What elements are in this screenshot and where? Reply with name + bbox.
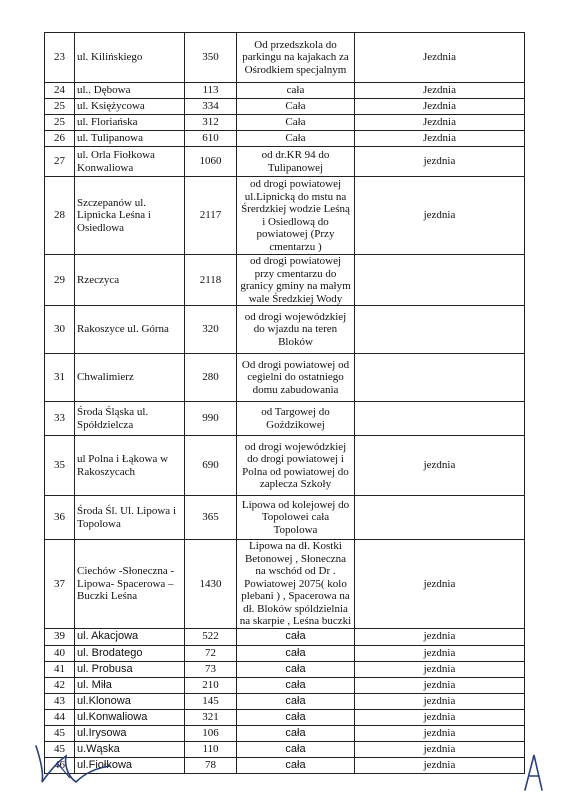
road-length: 2118 — [185, 255, 237, 306]
road-length: 610 — [185, 131, 237, 147]
table-row — [45, 83, 525, 99]
road-section: cała — [237, 757, 355, 773]
surface-type: jezdnia — [355, 741, 525, 757]
road-section: od drogi powiatowej przy cmentarzu do granicy gminy na małym wale Średzkiej Wody — [237, 255, 355, 306]
table-row — [45, 677, 525, 693]
surface-type: jezdnia — [355, 725, 525, 741]
table-row — [45, 496, 525, 540]
row-number: 33 — [45, 402, 75, 436]
row-number: 29 — [45, 255, 75, 306]
surface-type: jezdnia — [355, 177, 525, 255]
road-section: Od drogi powiatowej od cegielni do ostatniego domu zabudowania — [237, 354, 355, 402]
road-length: 1430 — [185, 540, 237, 629]
row-number: 43 — [45, 693, 75, 709]
road-name: Ciechów -Słoneczna -Lipowa- Spacerowa – Buczki Leśna — [75, 540, 185, 629]
row-number: 26 — [45, 131, 75, 147]
table-row — [45, 645, 525, 661]
road-section: cała — [237, 677, 355, 693]
table-row — [45, 540, 525, 629]
road-length: 365 — [185, 496, 237, 540]
road-length: 72 — [185, 645, 237, 661]
road-name: u.Wąska — [75, 741, 185, 757]
table-row — [45, 693, 525, 709]
road-section: cała — [237, 725, 355, 741]
surface-type: jezdnia — [355, 661, 525, 677]
road-length: 690 — [185, 436, 237, 496]
table-row — [45, 147, 525, 177]
table-row — [45, 131, 525, 147]
road-length: 1060 — [185, 147, 237, 177]
road-name: ul. Tulipanowa — [75, 131, 185, 147]
table-row — [45, 306, 525, 354]
surface-type: Jezdnia — [355, 131, 525, 147]
table-row — [45, 628, 525, 645]
road-length: 145 — [185, 693, 237, 709]
road-length: 113 — [185, 83, 237, 99]
road-length: 350 — [185, 33, 237, 83]
road-length: 312 — [185, 115, 237, 131]
surface-type: jezdnia — [355, 677, 525, 693]
road-length: 990 — [185, 402, 237, 436]
roads-table-body — [45, 33, 525, 774]
road-section: cała — [237, 628, 355, 645]
road-section: cała — [237, 693, 355, 709]
row-number: 24 — [45, 83, 75, 99]
road-length: 78 — [185, 757, 237, 773]
table-row — [45, 354, 525, 402]
road-section: Lipowa na dł. Kostki Betonowej , Słoneczna na wschód od Dr . Powiatowej 2075( kolo plebani ) , Spacerowa na dł. Bloków spóldzielnia na skarpie , Leśna buczki — [237, 540, 355, 629]
row-number: 42 — [45, 677, 75, 693]
road-section: cała — [237, 83, 355, 99]
road-section: cała — [237, 661, 355, 677]
road-section: Od przedszkola do parkingu na kajakach za Ośrodkiem specjalnym — [237, 33, 355, 83]
road-name: ul.Fiołkowa — [75, 757, 185, 773]
road-length: 321 — [185, 709, 237, 725]
surface-type: Jezdnia — [355, 33, 525, 83]
road-name: ul. Miła — [75, 677, 185, 693]
surface-type: jezdnia — [355, 693, 525, 709]
surface-type: jezdnia — [355, 147, 525, 177]
table-row — [45, 255, 525, 306]
road-section: Cała — [237, 115, 355, 131]
table-row — [45, 436, 525, 496]
road-length: 73 — [185, 661, 237, 677]
surface-type — [355, 255, 525, 306]
row-number: 35 — [45, 436, 75, 496]
table-row — [45, 33, 525, 83]
road-section: cała — [237, 709, 355, 725]
road-name: Środa Śląska ul. Spółdzielcza — [75, 402, 185, 436]
surface-type: jezdnia — [355, 540, 525, 629]
handwritten-initial — [522, 752, 546, 792]
road-section: Lipowa od kolejowej do Topolowei cała Topolowa — [237, 496, 355, 540]
road-name: ul.. Dębowa — [75, 83, 185, 99]
road-section: od drogi powiatowej ul.Lipnicką do mstu na Śrerdzkiej wodzie Leśną i Osiedlową do powiatowej (Przy cmentarzu ) — [237, 177, 355, 255]
surface-type: Jezdnia — [355, 83, 525, 99]
surface-type: Jezdnia — [355, 115, 525, 131]
row-number: 45 — [45, 741, 75, 757]
row-number: 36 — [45, 496, 75, 540]
table-row — [45, 115, 525, 131]
row-number: 25 — [45, 115, 75, 131]
road-length: 334 — [185, 99, 237, 115]
road-section: Cała — [237, 131, 355, 147]
road-name: ul. Akacjowa — [75, 628, 185, 645]
surface-type — [355, 354, 525, 402]
surface-type: jezdnia — [355, 628, 525, 645]
row-number: 25 — [45, 99, 75, 115]
surface-type — [355, 306, 525, 354]
road-name: Rzeczyca — [75, 255, 185, 306]
table-row — [45, 709, 525, 725]
road-section: od dr.KR 94 do Tulipanowej — [237, 147, 355, 177]
surface-type: jezdnia — [355, 645, 525, 661]
surface-type — [355, 402, 525, 436]
road-name: ul. Księżycowa — [75, 99, 185, 115]
table-row — [45, 661, 525, 677]
road-name: ul. Floriańska — [75, 115, 185, 131]
road-section: od Targowej do Goździkowej — [237, 402, 355, 436]
handwritten-signature — [30, 738, 120, 788]
road-length: 106 — [185, 725, 237, 741]
road-section: od drogi wojewódzkiej do wjazdu na teren Bloków — [237, 306, 355, 354]
row-number: 28 — [45, 177, 75, 255]
road-section: Cała — [237, 99, 355, 115]
row-number: 46 — [45, 757, 75, 773]
table-row — [45, 99, 525, 115]
road-name: ul. Orla Fiołkowa Konwaliowa — [75, 147, 185, 177]
road-name: ul Polna i Łąkowa w Rakoszycach — [75, 436, 185, 496]
row-number: 30 — [45, 306, 75, 354]
road-name: ul.Konwaliowa — [75, 709, 185, 725]
road-name: ul.Klonowa — [75, 693, 185, 709]
table-row — [45, 402, 525, 436]
road-length: 2117 — [185, 177, 237, 255]
row-number: 44 — [45, 709, 75, 725]
road-name: ul. Kilińskiego — [75, 33, 185, 83]
surface-type: jezdnia — [355, 709, 525, 725]
row-number: 40 — [45, 645, 75, 661]
road-section: od drogi wojewódzkiej do drogi powiatowej i Polna od powiatowej do zaplecza Szkoły — [237, 436, 355, 496]
row-number: 41 — [45, 661, 75, 677]
row-number: 31 — [45, 354, 75, 402]
road-name: Chwalimierz — [75, 354, 185, 402]
road-name: ul.Irysowa — [75, 725, 185, 741]
road-length: 522 — [185, 628, 237, 645]
road-length: 280 — [185, 354, 237, 402]
row-number: 45 — [45, 725, 75, 741]
surface-type: jezdnia — [355, 757, 525, 773]
table-row — [45, 177, 525, 255]
road-length: 320 — [185, 306, 237, 354]
road-length: 110 — [185, 741, 237, 757]
row-number: 37 — [45, 540, 75, 629]
row-number: 23 — [45, 33, 75, 83]
row-number: 39 — [45, 628, 75, 645]
road-name: Rakoszyce ul. Górna — [75, 306, 185, 354]
surface-type — [355, 496, 525, 540]
roads-table — [44, 32, 525, 774]
surface-type: Jezdnia — [355, 99, 525, 115]
surface-type: jezdnia — [355, 436, 525, 496]
road-section: cała — [237, 645, 355, 661]
road-name: ul. Brodatego — [75, 645, 185, 661]
road-length: 210 — [185, 677, 237, 693]
row-number: 27 — [45, 147, 75, 177]
road-name: Środa Śl. Ul. Lipowa i Topolowa — [75, 496, 185, 540]
road-name: ul. Probusa — [75, 661, 185, 677]
road-name: Szczepanów ul. Lipnicka Leśna i Osiedlowa — [75, 177, 185, 255]
road-section: cała — [237, 741, 355, 757]
